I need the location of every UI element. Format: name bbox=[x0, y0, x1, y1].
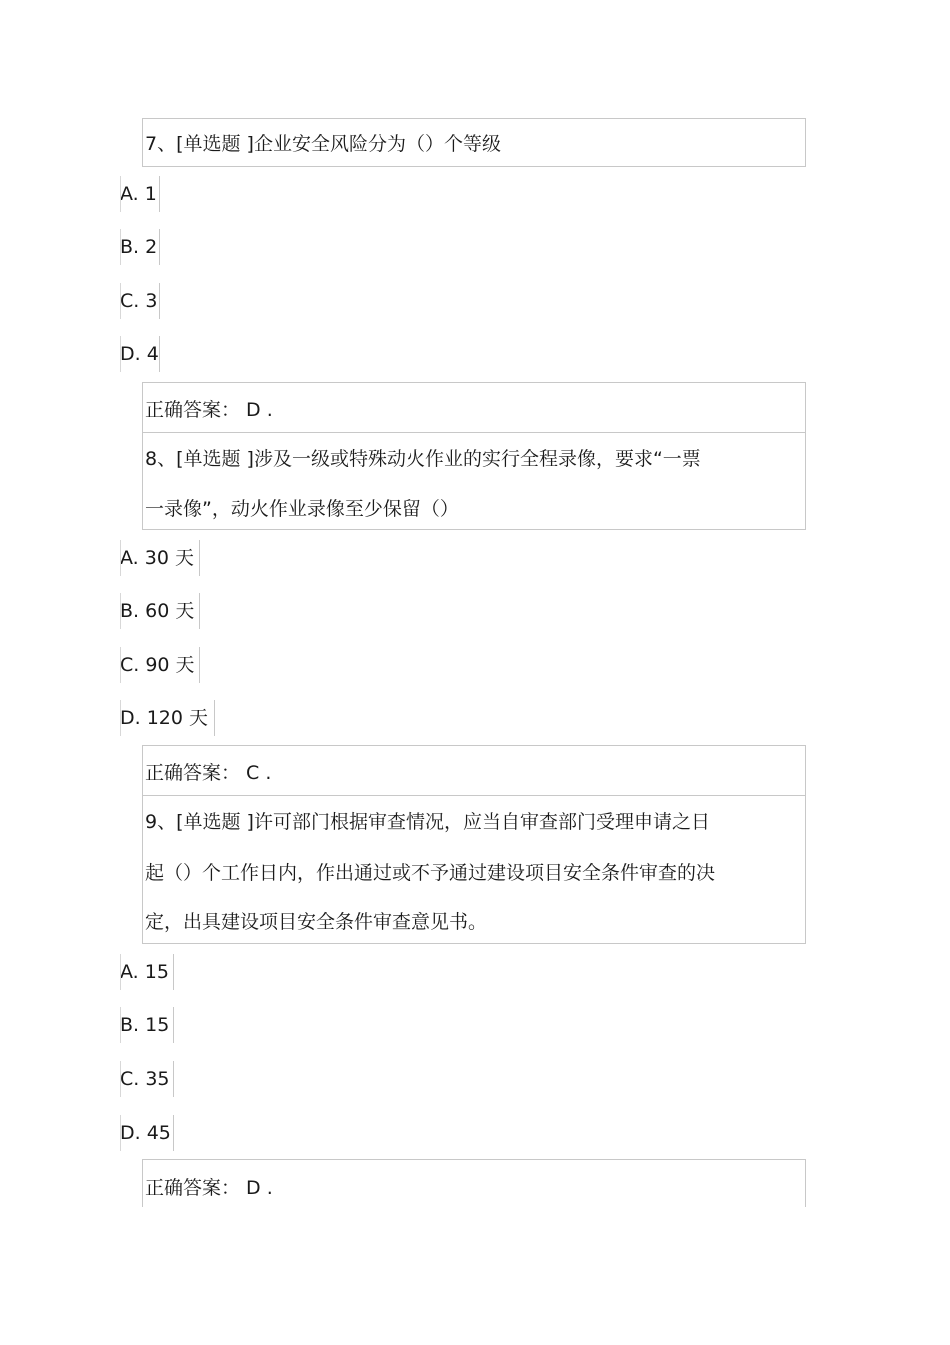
question-9-text-line-2: 起（）个工作日内，作出通过或不予通过建设项目安全条件审查的决 bbox=[145, 862, 716, 884]
option-8-d: D. 120 天 bbox=[120, 700, 215, 736]
option-8-a: A. 30 天 bbox=[120, 540, 200, 576]
option-9-d: D. 45 bbox=[120, 1115, 174, 1151]
question-9-box bbox=[142, 795, 806, 944]
answer-8-box bbox=[142, 745, 806, 795]
answer-7-text: 正确答案： D . bbox=[145, 399, 273, 421]
option-8-c: C. 90 天 bbox=[120, 647, 200, 683]
question-8-text-line-2: 一录像”，动火作业录像至少保留（） bbox=[145, 498, 459, 520]
question-8-box bbox=[142, 432, 806, 530]
answer-9-box bbox=[142, 1159, 806, 1207]
question-7-box bbox=[142, 118, 806, 167]
answer-8-text: 正确答案： C . bbox=[145, 762, 272, 784]
question-9-text-line-1: 9、[单选题 ]许可部门根据审查情况，应当自审查部门受理申请之日 bbox=[145, 811, 710, 833]
question-7-text: 7、[单选题 ]企业安全风险分为（）个等级 bbox=[145, 133, 501, 155]
option-8-b: B. 60 天 bbox=[120, 593, 200, 629]
answer-7-box bbox=[142, 382, 806, 432]
question-8-text-line-1: 8、[单选题 ]涉及一级或特殊动火作业的实行全程录像，要求“一票 bbox=[145, 448, 701, 470]
question-9-text-line-3: 定，出具建设项目安全条件审查意见书。 bbox=[145, 911, 488, 933]
option-7-b: B. 2 bbox=[120, 229, 160, 265]
option-7-a: A. 1 bbox=[120, 176, 160, 212]
option-9-c: C. 35 bbox=[120, 1061, 174, 1097]
answer-9-text: 正确答案： D . bbox=[145, 1177, 273, 1199]
option-7-d: D. 4 bbox=[120, 336, 160, 372]
option-9-a: A. 15 bbox=[120, 954, 174, 990]
option-9-b: B. 15 bbox=[120, 1007, 174, 1043]
option-7-c: C. 3 bbox=[120, 283, 160, 319]
